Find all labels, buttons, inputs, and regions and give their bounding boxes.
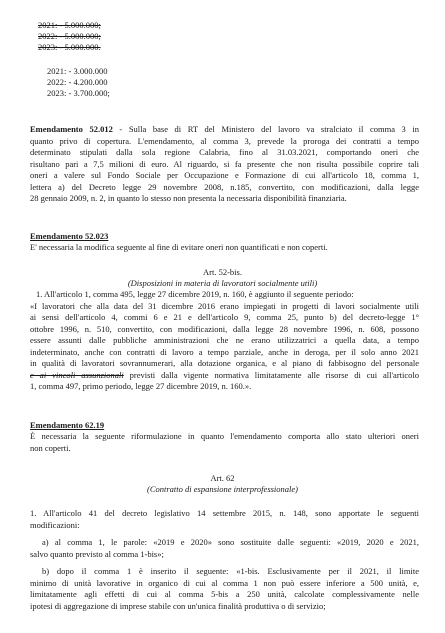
- struck-phrase: e ai vincoli assunzionali: [30, 369, 124, 380]
- art62-a-line-1: a) al comma 1, le parole: «2019 e 2020» sono sostituite dalle seguenti: «2019, 2020 e 2021,: [42, 537, 419, 547]
- art62-title: Art. 62: [210, 473, 235, 483]
- art62-intro-2: modificazioni:: [30, 519, 80, 530]
- art52bis-line-4: ottobre 1996, n. 510, convertito, con modificazioni, dalla legge 28 novembre 1996, n. 608, possono: [30, 323, 419, 334]
- art52bis-line-3: ai sensi dell'articolo 4, commi 6 e 21 e dell'articolo 9, comma 25, punto b) del decreto-legge 1°: [30, 312, 419, 322]
- amend-52023-heading: Emendamento 52.023: [30, 231, 109, 241]
- art62-b-line-3: limitatamente agli effetti di cui al comma 5-bis a 250 unità, calcolate complessivamente nelle: [30, 589, 419, 599]
- art62-subtitle: (Contratto di espansione interprofessionale): [146, 484, 299, 494]
- new-line-2022: 2022: - 4.200.000: [47, 77, 108, 87]
- art52bis-title: Art. 52-bis.: [203, 267, 242, 277]
- new-line-2021: 2021: - 3.000.000: [47, 66, 108, 76]
- amend-52012-heading: Emendamento 52.012: [30, 124, 113, 134]
- art52bis-line-1: 1. All'articolo 1, comma 495, legge 27 dicembre 2019, n. 160, è aggiunto il seguente periodo:: [36, 289, 354, 299]
- amend-52012-line-6: lettera a) del Decreto legge 29 novembre 2008, n.185, convertito, con modificazioni, dalla legge: [30, 181, 419, 192]
- art52bis-line-2: «I lavoratori che alla data del 31 dicembre 2016 erano impiegati in progetti di lavori socialmente utili: [30, 300, 419, 311]
- struck-line-2021: 2021: - 5.000.000;: [38, 20, 101, 30]
- amend-52012-line-7: 28 gennaio 2009, n. 2, in quanto lo stesso non presenta la necessaria disponibilità finanziaria.: [30, 193, 347, 203]
- art52bis-subtitle: (Disposizioni in materia di lavoratori socialmente utili): [127, 278, 318, 288]
- art62-b-line-2: minimo di unità lavorative in organico di cui al comma 1 non può essere inferiore a 500 unità, e,: [30, 577, 419, 588]
- amend-52023-text: E' necessaria la modifica seguente al fine di evitare oneri non quantificati e non coperti.: [30, 242, 328, 252]
- amend-52012-line-1: Emendamento 52.012 - Sulla base di RT del Ministero del lavoro va stralciato il comma 3 in: [30, 124, 419, 134]
- art62-b-line-1: b) dopo il comma 1 è inserito il seguente: «1-bis. Esclusivamente per il 2021, il limite: [42, 566, 419, 576]
- amend-6219-line-2: non coperti.: [30, 442, 71, 453]
- amend-52012-line-4: risultano pari a 7,5 milioni di euro. Al riguardo, si fa presente che non risulta possibile coprire tali: [30, 158, 419, 169]
- art62-b-line-4: ipotesi di aggregazione di imprese stabile con un'unica finalità produttiva o di servizio;: [30, 600, 326, 611]
- amend-52012-line-5: oneri a valere sul Fondo Sociale per Occupazione e Formazione di cui all'articolo 18, comma 1,: [30, 170, 419, 180]
- new-line-2023: 2023: - 3.700.000;: [47, 88, 110, 98]
- art52bis-line-7: in qualità di lavoratori sovrannumerari, alla dotazione organica, e al piano di fabbisogno del personale: [30, 358, 419, 368]
- art52bis-line-6: indeterminato, anche con contratti di lavoro a tempo parziale, anche in deroga, per il solo anno 2021: [30, 346, 419, 357]
- amend-6219-heading: Emendamento 62.19: [30, 420, 105, 430]
- art62-a-line-2: salvo quanto previsto al comma 1-bis»;: [30, 548, 164, 559]
- struck-line-2023: 2023: - 5.000.000.: [38, 42, 101, 52]
- art52bis-line-5: essere assunti dalle pubbliche amministrazioni che ne erano utilizzatrici a quella data, a tempo: [30, 335, 419, 345]
- art62-intro-1: 1. All'articolo 41 del decreto legislativo 14 settembre 2015, n. 148, sono apportate le seguenti: [30, 508, 419, 518]
- amend-52012-line-3: determinato stipulati dalla sola regione Calabria, fino al 31.03.2021, comportando oneri che: [30, 147, 419, 157]
- amend-52012-line-2: quanto privo di copertura. L'emendamento, al comma 3, prevede la proroga dei contratti a tempo: [30, 135, 419, 146]
- art52bis-line-9: 1, comma 497, primo periodo, legge 27 dicembre 2019, n. 160.».: [30, 381, 252, 391]
- art52bis-line-8: e ai vincoli assunzionali previsti dalla vigente normativa limitatamente alle risorse di cui all'articolo: [30, 369, 420, 380]
- struck-line-2022: 2022: - 5.000.000;: [38, 31, 101, 41]
- amend-6219-line-1: È necessaria la seguente riformulazione in quanto l'emendamento comporta allo stato ulteriori oneri: [30, 431, 419, 441]
